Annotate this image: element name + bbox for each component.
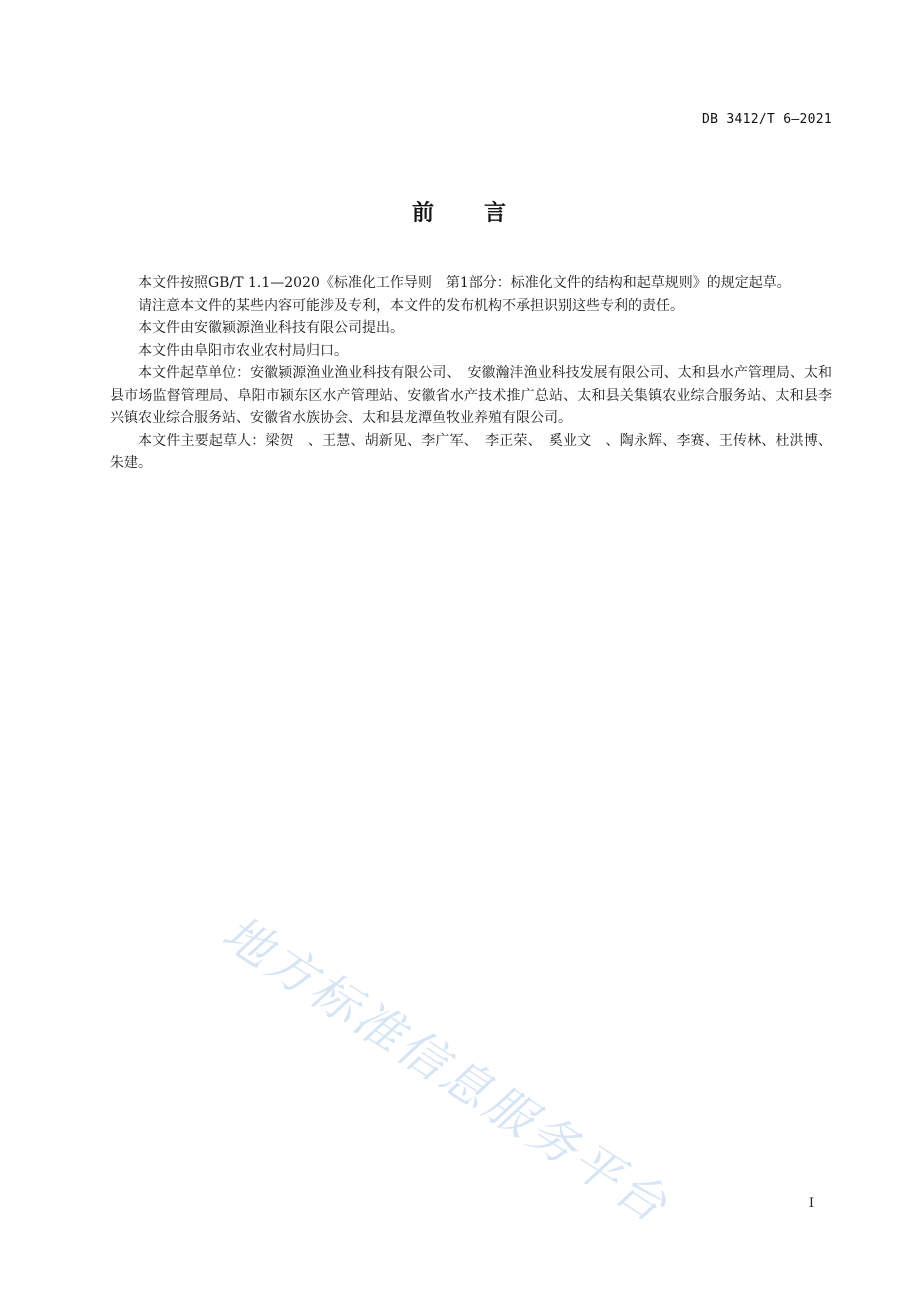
page-title: 前 言 <box>411 201 508 226</box>
paragraph-drafting-units: 本文件起草单位：安徽颍源渔业渔业科技有限公司、 安徽瀚沣渔业科技发展有限公司、太和县水产管理局、太和县市场监督管理局、阜阳市颍东区水产管理站、安徽省水产技术推广总站、太和县关集镇农业综合服务站、太和县李兴镇农业综合服务站、安徽省水族协会、太和县龙潭鱼牧业养殖有限公司。 <box>110 365 832 426</box>
paragraph-responsible-unit: 本文件由阜阳市农业农村局归口。 <box>138 342 348 359</box>
foreword-body <box>110 272 832 475</box>
document-code: DB 3412/T 6—2021 <box>701 112 832 127</box>
page-number: I <box>808 1196 814 1211</box>
paragraph-drafting-rules: 本文件按照GB/T 1.1—2020《标准化工作导则 第1部分：标准化文件的结构和起草规则》的规定起草。 <box>138 275 791 291</box>
watermark: 地方标准信息服务平台 <box>212 904 679 1235</box>
paragraph-proposer: 本文件由安徽颍源渔业科技有限公司提出。 <box>138 320 404 336</box>
paragraph-drafters: 本文件主要起草人：梁贺 、王慧、胡新见、李广军、 李正荣、 奚业文 、陶永辉、李赛、王传林、杜洪博、朱建。 <box>110 432 832 471</box>
paragraph-patent-notice: 请注意本文件的某些内容可能涉及专利，本文件的发布机构不承担识别这些专利的责任。 <box>138 297 684 314</box>
